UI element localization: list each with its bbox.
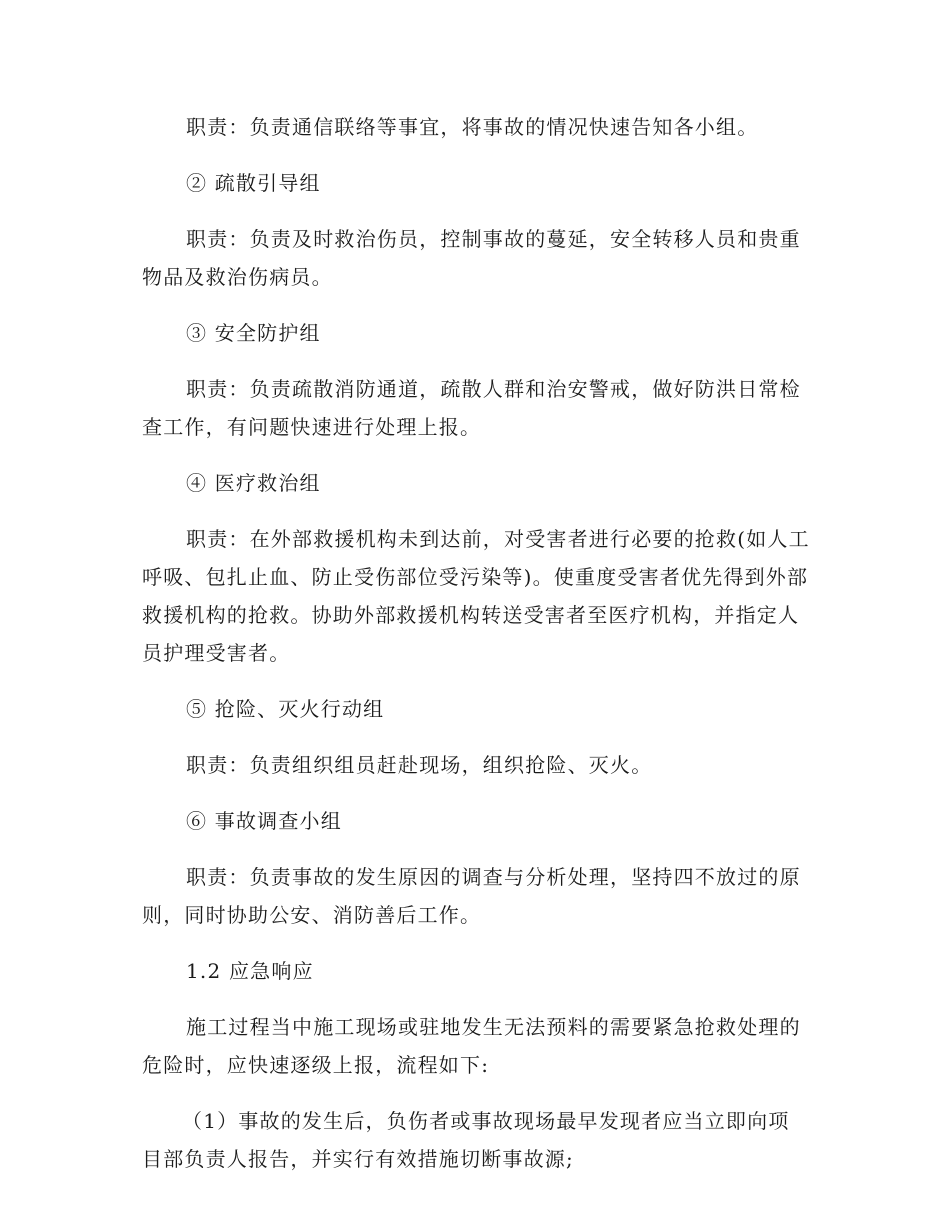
group-heading-evacuation: ② 疏散引导组 xyxy=(186,171,321,195)
paragraph-step-1: （1）事故的发生后，负伤者或事故现场最早发现者应当立即向项目部负责人报告，并实行有效措施切断事故源; xyxy=(142,1109,790,1171)
section-heading-emergency-response: 1.2 应急响应 xyxy=(186,959,314,983)
duty-paragraph-safety: 职责：负责疏散消防通道，疏散人群和治安警戒，做好防洪日常检查工作，有问题快速进行处理上报。 xyxy=(142,377,801,439)
group-heading-safety: ③ 安全防护组 xyxy=(186,321,321,345)
paragraph-emergency-procedure: 施工过程当中施工现场或驻地发生无法预料的需要紧急抢救处理的危险时，应快速逐级上报，流程如下: xyxy=(142,1015,801,1077)
group-heading-investigation: ⑥ 事故调查小组 xyxy=(186,809,342,833)
group-heading-rescue: ⑤ 抢险、灭火行动组 xyxy=(186,697,385,721)
group-heading-medical: ④ 医疗救治组 xyxy=(186,471,321,495)
document-body xyxy=(142,108,810,1178)
duty-paragraph-evacuation: 职责：负责及时救治伤员，控制事故的蔓延，安全转移人员和贵重物品及救治伤病员。 xyxy=(142,227,801,289)
duty-paragraph-investigation: 职责：负责事故的发生原因的调查与分析处理，坚持四不放过的原则，同时协助公安、消防善后工作。 xyxy=(142,865,801,927)
duty-paragraph-medical: 职责：在外部救援机构未到达前，对受害者进行必要的抢救(如人工呼吸、包扎止血、防止受伤部位受污染等)。使重度受害者优先得到外部救援机构的抢救。协助外部救援机构转送受害者至医疗机构，并指定人员护理受害者。 xyxy=(142,527,810,665)
duty-paragraph-communication: 职责：负责通信联络等事宜，将事故的情况快速告知各小组。 xyxy=(186,115,759,139)
duty-paragraph-rescue: 职责：负责组织组员赶赴现场，组织抢险、灭火。 xyxy=(186,753,653,777)
